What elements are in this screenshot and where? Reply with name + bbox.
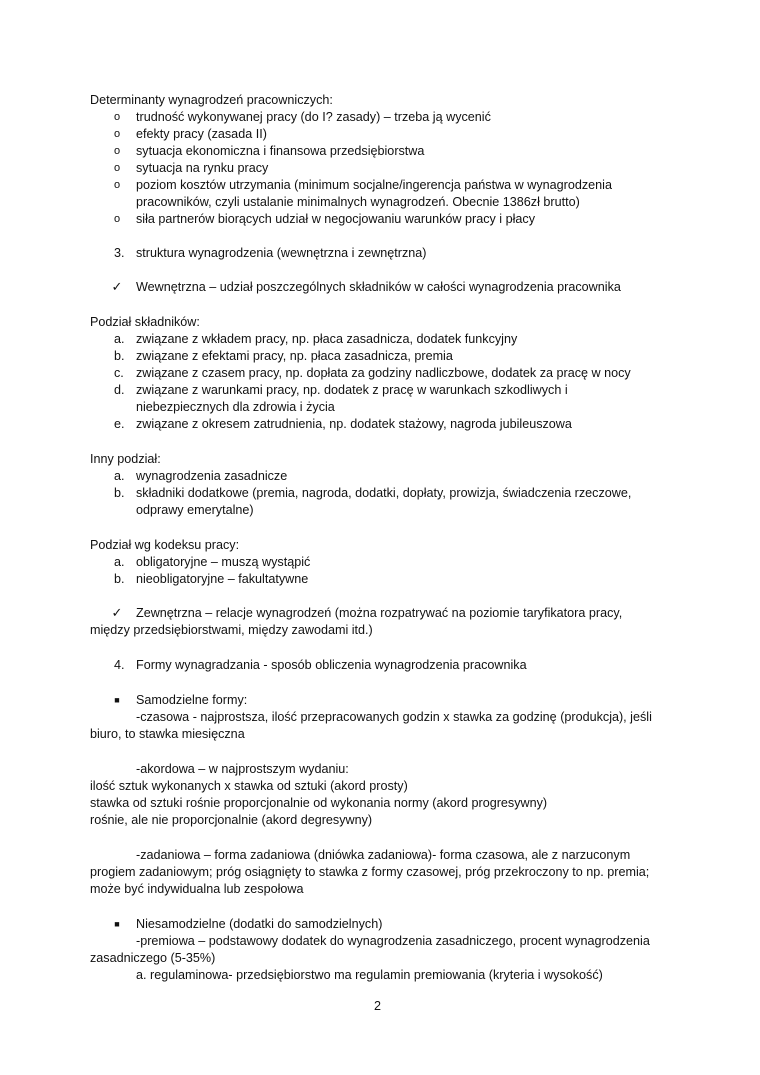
internal-structure-text: Wewnętrzna – udział poszczególnych składników w całości wynagrodzenia pracownika: [136, 280, 621, 294]
dependent-forms-heading: Niesamodzielne (dodatki do samodzielnych): [136, 917, 383, 931]
paragraph-line: biuro, to stawka miesięczna: [90, 727, 245, 741]
list-item: siła partnerów biorących udział w negocjowaniu warunków pracy i płacy: [136, 212, 535, 226]
list-marker: d.: [114, 383, 125, 397]
paragraph-line: a. regulaminowa- przedsiębiorstwo ma regulamin premiowania (kryteria i wysokość): [136, 968, 603, 982]
list-item: sytuacja na rynku pracy: [136, 161, 269, 175]
circle-bullet-icon: o: [113, 128, 121, 140]
paragraph-line: ilość sztuk wykonanych x stawka od sztuki (akord prosty): [90, 779, 408, 793]
list-item: związane z warunkami pracy, np. dodatek z pracę w warunkach szkodliwych i: [136, 383, 568, 397]
determinants-heading: Determinanty wynagrodzeń pracowniczych:: [90, 93, 333, 107]
list-marker: b.: [114, 349, 125, 363]
list-item: związane z efektami pracy, np. płaca zasadnicza, premia: [136, 349, 453, 363]
components-heading: Podział składników:: [90, 315, 200, 329]
list-marker: e.: [114, 417, 125, 431]
list-item: składniki dodatkowe (premia, nagroda, dodatki, dopłaty, prowizja, świadczenia rzeczowe,: [136, 486, 632, 500]
paragraph-line: -premiowa – podstawowy dodatek do wynagrodzenia zasadniczego, procent wynagrodzenia: [136, 934, 650, 948]
list-marker: a.: [114, 332, 125, 346]
section-4-number: 4.: [114, 658, 125, 672]
list-item: związane z okresem zatrudnienia, np. dodatek stażowy, nagroda jubileuszowa: [136, 417, 572, 431]
paragraph-line: progiem zadaniowym; próg osiągnięty to stawka z formy czasowej, próg przekroczony to np. premia;: [90, 865, 650, 879]
list-item-continuation: pracowników, czyli ustalanie minimalnych wynagrodzeń. Obecnie 1386zł brutto): [136, 195, 580, 209]
paragraph-line: rośnie, ale nie proporcjonalnie (akord degresywny): [90, 813, 373, 827]
circle-bullet-icon: o: [113, 162, 121, 174]
independent-forms-heading: Samodzielne formy:: [136, 693, 248, 707]
paragraph-line: -akordowa – w najprostszym wydaniu:: [136, 762, 349, 776]
paragraph-line: zasadniczego (5-35%): [90, 951, 216, 965]
list-item: związane z wkładem pracy, np. płaca zasadnicza, dodatek funkcyjny: [136, 332, 518, 346]
paragraph-line: stawka od sztuki rośnie proporcjonalnie od wykonania normy (akord progresywny): [90, 796, 548, 810]
list-marker: b.: [114, 572, 125, 586]
paragraph-line: -zadaniowa – forma zadaniowa (dniówka zadaniowa)- forma czasowa, ale z narzuconym: [136, 848, 631, 862]
list-item-continuation: odprawy emerytalne): [136, 503, 254, 517]
list-marker: c.: [114, 366, 124, 380]
checkmark-icon: ✓: [111, 279, 123, 294]
list-item: związane z czasem pracy, np. dopłata za godziny nadliczbowe, dodatek za pracę w nocy: [136, 366, 631, 380]
section-4-title: Formy wynagradzania - sposób obliczenia wynagrodzenia pracownika: [136, 658, 527, 672]
other-division-heading: Inny podział:: [90, 452, 161, 466]
external-structure-text: Zewnętrzna – relacje wynagrodzeń (można rozpatrywać na poziomie taryfikatora pracy,: [136, 606, 623, 620]
list-marker: a.: [114, 469, 125, 483]
circle-bullet-icon: o: [113, 111, 121, 123]
list-item: poziom kosztów utrzymania (minimum socjalne/ingerencja państwa w wynagrodzenia: [136, 178, 612, 192]
list-item-continuation: niebezpiecznych dla zdrowia i życia: [136, 400, 335, 414]
checkmark-icon: ✓: [111, 605, 123, 620]
external-structure-continuation: między przedsiębiorstwami, między zawodami itd.): [90, 623, 373, 637]
list-item: wynagrodzenia zasadnicze: [136, 469, 288, 483]
square-bullet-icon: ■: [114, 919, 120, 929]
paragraph-line: może być indywidualna lub zespołowa: [90, 882, 304, 896]
list-item: sytuacja ekonomiczna i finansowa przedsiębiorstwa: [136, 144, 425, 158]
square-bullet-icon: ■: [114, 695, 120, 705]
circle-bullet-icon: o: [113, 145, 121, 157]
paragraph-line: -czasowa - najprostsza, ilość przepracowanych godzin x stawka za godzinę (produkcja), jeśli: [136, 710, 652, 724]
list-item: nieobligatoryjne – fakultatywne: [136, 572, 309, 586]
section-3-number: 3.: [114, 246, 125, 260]
list-item: efekty pracy (zasada II): [136, 127, 267, 141]
list-item: trudność wykonywanej pracy (do I? zasady) – trzeba ją wycenić: [136, 110, 491, 124]
list-marker: a.: [114, 555, 125, 569]
list-marker: b.: [114, 486, 125, 500]
code-division-heading: Podział wg kodeksu pracy:: [90, 538, 240, 552]
circle-bullet-icon: o: [113, 213, 121, 225]
page-number: 2: [374, 999, 382, 1013]
list-item: obligatoryjne – muszą wystąpić: [136, 555, 311, 569]
section-3-title: struktura wynagrodzenia (wewnętrzna i zewnętrzna): [136, 246, 427, 260]
circle-bullet-icon: o: [113, 179, 121, 191]
